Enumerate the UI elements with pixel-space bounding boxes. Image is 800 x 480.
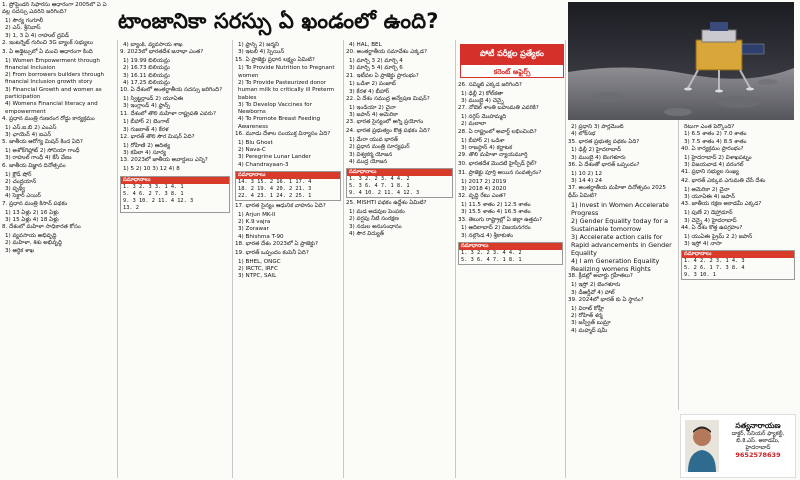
author-line1: డాక్టర్, సీనియర్ ఫ్యాకల్టీ, — [731, 431, 785, 437]
option-text: 1) స్విట్జర్లాండ్ 2) యూఏఈ — [123, 96, 184, 103]
option-text: 1) 19.99 బిలియన్లు — [123, 58, 170, 65]
answer-key-box — [235, 171, 341, 201]
option-text: 3) NTPC, SAIL — [238, 273, 277, 280]
option-text: 1) హైదరాబాద్ 2) విశాఖపట్నం — [684, 154, 752, 161]
question-text: 31. ప్రాజెక్టు పూర్తి అయిన సంవత్సరం? — [458, 169, 542, 176]
option-text: 1) విరాట్ కోహ్లీ — [571, 305, 604, 312]
answer-row: 13. 2 — [123, 204, 139, 211]
option-text: 4) Chandrayaan-3 — [238, 161, 289, 168]
author-name: సత్యనారాయణ — [735, 421, 781, 430]
option-text: 1) వ్యవసాయ అభివృద్ధి — [5, 232, 57, 239]
answer-key-box — [681, 250, 795, 280]
answer-row: 1. 3 2. 3 3. 1 4. 1 — [123, 183, 184, 190]
lunar-lander-image — [568, 2, 794, 120]
option-text: 4) ముద్ర యోజన — [349, 158, 388, 165]
option-text: 3) ఇస్రో 4) నాసా — [684, 240, 722, 247]
option-text: 1) ఒడిశా 2) పంజాబ్ — [349, 81, 396, 88]
question-text: 21. ఇటీవల ఏ ప్రాజెక్టు ప్రారంభం? — [346, 72, 419, 79]
column-divider — [678, 120, 679, 410]
option-text: 2) మహిళా, శిశు అభివృద్ధి — [5, 240, 62, 247]
option-text: 1) క్లౌడ్ షోర్ — [5, 171, 32, 178]
question-text: 16. మూడు దేశాల సంయుక్త విన్యాసం ఏది? — [235, 131, 331, 138]
question-text: 26. సమ్మిట్ ఎక్కడ జరిగింది? — [458, 82, 522, 88]
author-box — [680, 414, 796, 478]
option-text: 1) 11.5 శాతం 2) 12.5 శాతం — [461, 201, 531, 208]
option-text: 4) మహ్మద్ షమీ — [571, 327, 608, 334]
question-text: 29. తొలి మహిళా న్యాయమూర్తి — [458, 152, 528, 159]
question-text: 10. ఏ దేశంలో అంతర్జాతీయ సదస్సు జరిగింది? — [120, 87, 223, 94]
option-text: 3) 1, 3 ఏ 4) రాహుల్ ద్రవిడ్ — [5, 32, 69, 39]
option-text: 1) బీహార్ 2) ఒడిశా — [461, 137, 505, 144]
option-text: 3) To Develop Vaccines for Newborns — [238, 101, 312, 116]
answer-row: 9. 3 10. 2 11. 4 12. 3 — [123, 197, 194, 204]
option-text: 1) ఇస్రో 2) బెంగళూరు — [571, 282, 621, 289]
option-text: 3) 15.5 శాతం 4) 16.5 శాతం — [461, 209, 531, 216]
answer-key-title: సమాధానాలు — [236, 172, 340, 179]
option-text: 3) 14 4) 24 — [571, 178, 603, 185]
option-text: 1) Invest in Women Accelerate Progress — [571, 201, 669, 218]
text-column-2 — [120, 42, 230, 478]
answer-row: 1. 3 2. 2 3. 4 4. 2 — [349, 176, 410, 183]
option-text: 3) ఛాయెన్ 4) ఐఎన్ — [5, 132, 52, 139]
option-text: 4) Womens Financial literacy and empowerment — [5, 101, 98, 115]
option-text: 3) ఇంగ్లాండ్ 4) ఫ్రాన్స్ — [123, 103, 171, 110]
question-text: 44. ఏ దేశం కొత్త ఉపగ్రహం? — [681, 224, 743, 231]
question-text: 3. ఏ అథ్లెట్సులో ఏ మంచి ఆధారంగా కింది — [2, 48, 93, 55]
option-text: 3) కపిలా 4) సూర్య — [123, 150, 167, 157]
question-text: 2. ఇంటర్నెట్ గురించి 3G బ్యాంక్ సభ్యులు — [2, 39, 93, 46]
option-text: 4) 17.25 బిలియన్లు — [123, 79, 170, 86]
option-text: 2) To Provide Pasteurized donor human milk to critically ill Preterm babies — [238, 79, 335, 101]
option-text: రేటుగా ఎంత పేర్కొంది? — [684, 124, 735, 130]
option-text: 3) విజయవాడ 4) వరంగల్ — [684, 161, 744, 168]
option-text: 3) నల్గొండ 4) శ్రీకాకుళం — [461, 232, 513, 239]
article-headline: టాంజానికా సరస్సు ఏ ఖండంలో ఉంది? — [118, 9, 439, 33]
question-text: 41. ప్రధాని సభ్యుల సంఖ్య — [681, 169, 739, 176]
option-text: 2) Nava-C — [238, 147, 266, 154]
option-text: 2) IRCTC, IRFC — [238, 265, 278, 272]
option-text: 4) To Promote Breast Feeding Awareness — [238, 116, 321, 130]
option-text: 1) 10 2) 12 — [571, 170, 603, 177]
option-text: 1) 13 ఏళ్లు 2) 16 ఏళ్లు — [5, 209, 59, 216]
option-text: 2) ఎస్. శ్రీనివాస్ — [5, 25, 41, 32]
option-text: 4) HAL, BEL — [349, 42, 382, 48]
question-text: 15. ఏ ప్రాజెక్టు ప్రధాన లక్ష్యం ఏమిటి? — [235, 56, 315, 63]
option-text: 3) 16.11 బిలియన్లు — [123, 72, 170, 79]
option-text: 3) Peregrine Lunar Lander — [238, 154, 311, 161]
option-text: 4) బ్యాంక్, వ్యవసాయ శాఖ — [123, 42, 183, 48]
author-line2: బి.కె.ఎస్. అకాడమీ, హైదరాబాద్ — [736, 438, 780, 451]
option-text: 4) సెక్టార్ ఎయిర్ — [5, 193, 41, 200]
answer-key-title: సమాధానాలు — [121, 177, 229, 184]
option-text: 1) ఫ్రాన్స్ 2) జర్మనీ — [238, 42, 279, 48]
question-text: 8. దేశంలో మహిళా సాధికారత కోసం — [2, 224, 81, 231]
author-photo — [685, 420, 719, 472]
column-divider — [117, 40, 118, 478]
answer-row: 1. 4 2. 2 3. 1 4. 3 — [684, 258, 745, 265]
question-text: 1. ప్రోఫ్లెండర్ సిఫారసు ఆధారంగా 2005లో ఏ ఏ వల్ల సదస్సు ఎవరిని జరిగింది? — [2, 2, 107, 16]
section-subbanner: కరెంట్ అఫైర్స్ — [460, 64, 564, 78]
question-text: 23. భారత సైన్యంలో అగ్ని ప్రయోగం — [346, 119, 424, 126]
option-text: 2) వర్షపు నీటి సంరక్షణ — [349, 216, 399, 223]
question-text: 43. జాతీయ రక్షణ అకాడమీ ఎక్కడ? — [681, 201, 762, 208]
option-text: 3) పృథ్వీ — [5, 186, 25, 193]
column-divider — [455, 40, 456, 478]
option-text: 2) మలాలా — [461, 121, 487, 128]
option-text: 3) ముంబై 4) బెంగళూరు — [571, 154, 626, 161]
question-text: 13. 2023లో జాతీయ అవార్డులు ఎన్ని? — [120, 157, 208, 164]
option-text: 1) 2017 2) 2019 — [461, 178, 507, 185]
question-text: 27. నోబెల్ శాంతి బహుమతి ఎవరికి? — [458, 105, 539, 112]
question-text: 20. అంతర్జాతీయ సమావేశం ఎక్కడ? — [346, 49, 427, 56]
option-text: 3) Accelerate action calls for Rapid advancements in Gender Equality — [571, 233, 672, 258]
answer-key-box — [458, 242, 563, 265]
option-text: 3) Financial Growth and women as participation — [5, 86, 102, 101]
question-text: 12. భారత్ తొలి సౌర మిషన్ ఏది? — [120, 134, 195, 141]
option-text: 1) 6.5 శాతం 2) 7.0 శాతం — [684, 131, 747, 138]
option-text: 3) 7.5 శాతం 4) 8.5 శాతం — [684, 138, 747, 145]
option-text: 3) ఆర్థిక శాఖ — [5, 247, 35, 254]
option-text: 3) జపాన్ 4) అమెరికా — [349, 112, 398, 119]
option-text: 1) అశోక్‌గెహ్లాట్ 2) సోనియా గాంధీ — [5, 148, 80, 155]
question-text: 36. ఏ దేశంతో భారత్ ఒప్పందం? — [568, 161, 640, 168]
option-text: 2) ప్రధాన మంత్రి సూర్యఘర్ — [349, 144, 410, 151]
option-text: 4) I am Generation Equality Realizing womens Rights — [571, 257, 660, 274]
option-text: 2) చంద్రయాన్ — [5, 178, 37, 185]
option-text: 1) BHEL, ONGC — [238, 258, 281, 265]
text-column-6 — [568, 124, 676, 478]
question-text: 5. జాతీయ ఆరోగ్య మిషన్ కింద ఏది? — [2, 139, 83, 146]
option-text: 1) Arjun MK-II — [238, 211, 276, 218]
question-text: 40. ఏ కార్యక్రమం ప్రారంభం? — [681, 145, 744, 152]
option-text: 1) ఎస్.ఐ.బి 2) ఎంఎస్ — [5, 124, 57, 131]
question-text: 33. తెలుగు రాష్ట్రాల్లో ఏ జిల్లా ఉత్తమ? — [458, 216, 542, 223]
option-text: 3) ముంబై 4) చెన్నై — [461, 98, 504, 105]
option-text: 3) రాజస్థాన్ 4) కర్ణాటక — [461, 144, 513, 151]
option-text: 1) యుఏఈ ప్రైమ్ 2 2) జపాన్ — [684, 233, 753, 240]
option-text: 4) సౌర విద్యుత్ — [349, 230, 385, 237]
option-text: 2) ప్రధాని 3) పార్లమెంట్ — [571, 124, 624, 130]
answer-row: 9. 3 10. 1 — [684, 272, 716, 279]
option-text: 1) మేరా యువ భారత్ — [349, 137, 399, 144]
option-text: 3) 2018 4) 2020 — [461, 185, 507, 192]
option-text: 1) నర్గెస్ మొహమ్మది — [461, 114, 507, 121]
option-text: 1) ఇండియా 2) చైనా — [349, 104, 396, 111]
question-text: 30. భారతదేశ మొదటి హైస్పీడ్ రైల్? — [458, 160, 537, 167]
option-text: 1) సౌర్య గంగూలీ — [5, 18, 44, 25]
answer-key-box — [346, 168, 453, 198]
answer-row: 5. 4 6. 2 7. 3 8. 1 — [123, 190, 184, 197]
option-text: 2) K.9 vajra — [238, 219, 271, 226]
option-text: 3) చెన్నై 4) హైదరాబాద్ — [684, 217, 737, 224]
question-text: 17. భారత సైన్యం ఆధునిక వాహనం ఏది? — [235, 203, 326, 210]
answer-key-box — [120, 176, 230, 213]
option-text: 2) 16.73 బిలియన్లు — [123, 65, 170, 72]
answer-row: 5. 2 6. 1 7. 3 8. 4 — [684, 265, 745, 272]
option-text: 3) డీఆర్డీవో 4) హాల్ — [571, 289, 615, 296]
option-text: 1) బీహార్ 2) బెంగాల్ — [123, 119, 170, 126]
text-column-4 — [346, 42, 453, 478]
option-text: 1) ఆదిలాబాద్ 2) విజయనగరం — [461, 225, 531, 232]
question-text: 18. భారత దేశం 2023లో ఏ ప్రాజెక్టు? — [235, 241, 318, 248]
option-text: 3) ఇటలీ 4) స్పెయిన్ — [238, 49, 285, 56]
option-text: 2) Gender Equality today for a Sustainable tomorrow — [571, 217, 669, 234]
option-text: 3) జస్ప్రీత్ బుమ్రా — [571, 320, 611, 327]
option-text: 1) To Provide Nutrition to Pregnant women — [238, 65, 335, 79]
option-text: 4) లోక్‌సభ — [571, 131, 596, 138]
question-text: 22. ఏ దేశం సముద్ర అన్వేషణ మిషన్? — [346, 96, 430, 103]
option-text: 3) నదుల అనుసంధానం — [349, 223, 402, 230]
question-text: 25. MISHTI పథకం ఉద్దేశం ఏమిటి? — [346, 200, 427, 207]
option-text: 2) రోహిత్ శర్మ — [571, 312, 603, 319]
option-text: 3) 15 ఏళ్లు 4) 18 ఏళ్లు — [5, 216, 59, 223]
question-text: 11. దేశంలో తొలి మహిళా రాష్ట్రపతి ఎవరు? — [120, 110, 216, 117]
question-text: 32. వృద్ధి రేటు ఎంత? — [458, 193, 506, 200]
column-divider — [232, 40, 233, 478]
text-column-1 — [2, 2, 115, 478]
option-text: 3) Zorawar — [238, 226, 269, 233]
option-text: 1) పుణే 2) డెహ్రాడూన్ — [684, 210, 733, 217]
answer-row: 14. 3 15. 2 16. 1 17. 4 — [238, 179, 312, 186]
answer-row: 18. 2 19. 4 20. 2 21. 3 — [238, 186, 312, 193]
option-text: 1) మార్చి 3 2) మార్చి 4 — [349, 58, 403, 65]
option-text: 1) ఢిల్లీ 2) హైదరాబాద్ — [571, 147, 621, 154]
text-column-5 — [458, 82, 563, 478]
option-text: 3) గుజరాత్ 4) కేరళ — [123, 126, 169, 133]
option-text: 1) అమెరికా 2) చైనా — [684, 186, 730, 193]
question-text: 4. ప్రధాన మంత్రి గుణరంగ రోడ్డు కార్యక్రమం — [2, 115, 95, 122]
answer-row: 22. 4 23. 1 24. 2 25. 1 — [238, 193, 312, 200]
option-text: 1) Women Empowerment through financial Inclusion — [5, 57, 100, 71]
option-text: 3) రాహుల్ గాంధీ 4) కేసీ వేణు — [5, 155, 72, 162]
question-text: 7. ప్రధాన మంత్రి కిసాన్ పథకం — [2, 200, 68, 207]
question-text: 42. భారత్ ఎక్కువ ఎగుమతి చేసే దేశం — [681, 178, 766, 185]
answer-key-title: సమాధానాలు — [682, 251, 794, 258]
option-text: 1) Blu Ghost — [238, 139, 273, 146]
option-text: 1) ఢిల్లీ 2) కోల్‌కతా — [461, 90, 504, 97]
option-text: 3) మార్చి 5 4) మార్చి 6 — [349, 65, 403, 72]
answer-key-title: సమాధానాలు — [347, 169, 452, 176]
question-text: 24. భారత ప్రభుత్వం కొత్త పథకం ఏది? — [346, 128, 430, 135]
answer-row: 5. 3 6. 4 7. 1 8. 1 — [461, 256, 522, 263]
section-banner: పోటీ పరీక్షల ప్రత్యేకం — [460, 44, 564, 64]
column-divider — [565, 40, 566, 478]
option-text: 1) మడ అడవుల పెంపకం — [349, 209, 405, 216]
answer-key-title: సమాధానాలు — [459, 243, 562, 250]
answer-row: 1. 3 2. 2 3. 4 4. 2 — [461, 249, 522, 256]
column-divider — [343, 40, 344, 478]
question-text: 6. జాతీయ విజ్ఞాన దినోత్సవం — [2, 162, 66, 169]
question-text: 39. 2024లో భారత్ కు ఏ స్థానం? — [568, 296, 644, 303]
option-text: 1) రోహిణి 2) ఆదిత్య — [123, 142, 171, 149]
option-text: 1) 5 2) 10 3) 12 4) 8 — [123, 166, 180, 173]
text-column-7 — [681, 124, 795, 412]
text-column-3 — [235, 42, 341, 478]
option-text: 3) కేరళ 4) బీహార్ — [349, 88, 390, 95]
answer-row: 9. 4 10. 2 11. 4 12. 3 — [349, 190, 420, 197]
option-text: 3) విశ్వకర్మ యోజన — [349, 151, 393, 158]
question-text: 28. ఏ రాష్ట్రంలో అవార్డ్ లభించింది? — [458, 128, 537, 135]
answer-row: 5. 3 6. 4 7. 1 8. 1 — [349, 183, 410, 190]
question-text: 35. భారత ప్రభుత్వ పథకం ఏది? — [568, 138, 640, 145]
question-text: 19. భారత్ ఒప్పందం కంపెనీ ఏది? — [235, 249, 309, 256]
option-text: 3) యూఏఈ 4) జపాన్ — [684, 194, 735, 201]
question-text: 9. 2023లో భారతదేశ జనాభా ఎంత? — [120, 49, 204, 56]
option-text: 4) Bhishma T-90 — [238, 233, 284, 240]
author-phone: 9652578639 — [735, 451, 781, 459]
option-text: 2) From borrowers builders through financial Inclusion growth story — [5, 72, 105, 86]
question-text: 38. క్రీడల్లో అవార్డు గ్రహీతలు? — [568, 273, 633, 280]
question-text: 37. అంతర్జాతీయ మహిళా దినోత్సవం 2025 థీమ్ ఏమిటి? — [568, 185, 666, 199]
